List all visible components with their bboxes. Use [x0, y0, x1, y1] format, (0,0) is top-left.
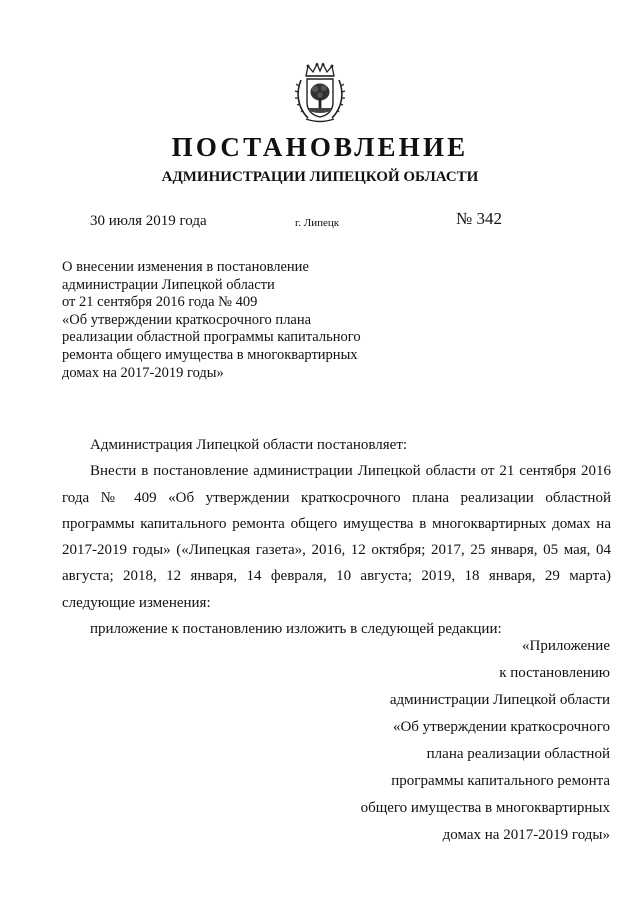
instruction-paragraph: приложение к постановлению изложить в следующей редакции:	[90, 621, 502, 638]
subject-line: администрации Липецкой области	[62, 276, 275, 293]
document-title: ПОСТАНОВЛЕНИЕ	[171, 132, 469, 162]
appendix-line: программы капитального ремонта	[391, 773, 610, 789]
document-number: № 342	[456, 209, 502, 228]
subject-line: от 21 сентября 2016 года № 409	[62, 294, 258, 311]
appendix-line: «Приложение	[521, 638, 610, 654]
intro-paragraph: Администрация Липецкой области постановляет:	[90, 437, 408, 453]
appendix-line: «Об утверждении краткосрочного	[392, 719, 610, 735]
issuing-authority: АДМИНИСТРАЦИИ ЛИПЕЦКОЙ ОБЛАСТИ	[161, 169, 479, 185]
subject-line: О внесении изменения в постановление	[62, 259, 309, 275]
document-city: г. Липецк	[295, 217, 340, 229]
subject-line: домах на 2017-2019 годы»	[62, 364, 224, 381]
main-paragraph: Внести в постановление администрации Липецкой области от 21 сентября 2016 года № 409 «Об утверждении краткосрочного плана реализации областной программы капитального ремонта общего имущества в многоквартирных домах на 2017-2019 годы» («Липецкая газета», 2016, 12 октября; 2017, 25 января, 05 мая, 04 августа; 2018, 12 января, 14 февраля, 10 августа; 2019, 18 января, 29 марта) следующие изменения:	[62, 463, 611, 611]
appendix-line: плана реализации областной	[426, 746, 610, 762]
subject-line: «Об утверждении краткосрочного плана	[62, 311, 312, 328]
subject-line: реализации областной программы капитального	[62, 329, 361, 346]
subject-line: ремонта общего имущества в многоквартирных	[62, 346, 358, 363]
appendix-line: домах на 2017-2019 годы»	[442, 827, 610, 843]
coat-of-arms-icon	[294, 62, 346, 124]
document-date: 30 июля 2019 года	[90, 213, 207, 229]
appendix-line: к постановлению	[499, 665, 610, 681]
appendix-line: администрации Липецкой области	[389, 692, 610, 708]
document-body	[62, 432, 611, 642]
document-subject	[62, 259, 392, 382]
appendix-line: общего имущества в многоквартирных	[360, 800, 610, 816]
appendix-header	[361, 633, 610, 849]
